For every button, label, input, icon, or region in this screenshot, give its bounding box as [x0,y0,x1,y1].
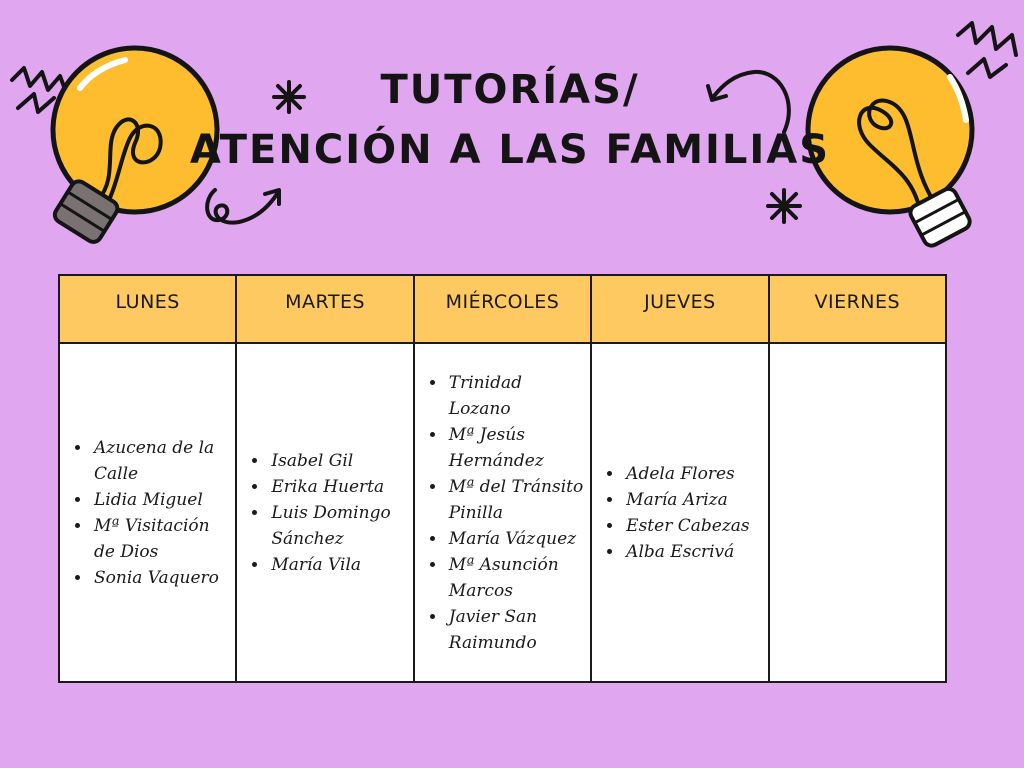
day-cell-miercoles [414,343,591,682]
list-item: • Sonia Vaquero [92,565,231,591]
day-cell-lunes [59,343,236,682]
teacher-list [60,435,235,591]
list-item: • Adela Flores [624,461,763,487]
day-cell-viernes [769,343,946,682]
list-item: • Mª Visitación de Dios [92,513,231,565]
list-item: • María Vázquez [447,526,586,552]
day-header: MARTES [236,275,413,343]
day-header: MIÉRCOLES [414,275,591,343]
teacher-list [592,461,767,565]
list-item: • Erika Huerta [269,474,408,500]
list-item: • María Vila [269,552,408,578]
page-title [180,62,840,178]
list-item: • Trinidad Lozano [447,370,586,422]
tutoring-schedule-table [58,274,947,683]
day-header: LUNES [59,275,236,343]
list-item: • Mª Asunción Marcos [447,552,586,604]
list-item: • Javier San Raimundo [447,604,586,656]
table-header-row [59,275,946,343]
list-item: • Luis Domingo Sánchez [269,500,408,552]
curly-arrow-icon [195,180,295,236]
list-item: • Mª Jesús Hernández [447,422,586,474]
list-item: • Alba Escrivá [624,539,763,565]
list-item: • Azucena de la Calle [92,435,231,487]
title-line-1: TUTORÍAS/ [380,67,640,113]
day-header: JUEVES [591,275,768,343]
table-row [59,343,946,682]
star-icon [766,188,802,224]
list-item: • Isabel Gil [269,448,408,474]
list-item: • Lidia Miguel [92,487,231,513]
list-item: • Ester Cabezas [624,513,763,539]
list-item: • Mª del Tránsito Pinilla [447,474,586,526]
day-header: VIERNES [769,275,946,343]
teacher-list [237,448,412,578]
title-line-2: ATENCIÓN A LAS FAMILIAS [189,127,831,173]
teacher-list [415,370,590,656]
day-cell-jueves [591,343,768,682]
list-item: • María Ariza [624,487,763,513]
day-cell-martes [236,343,413,682]
